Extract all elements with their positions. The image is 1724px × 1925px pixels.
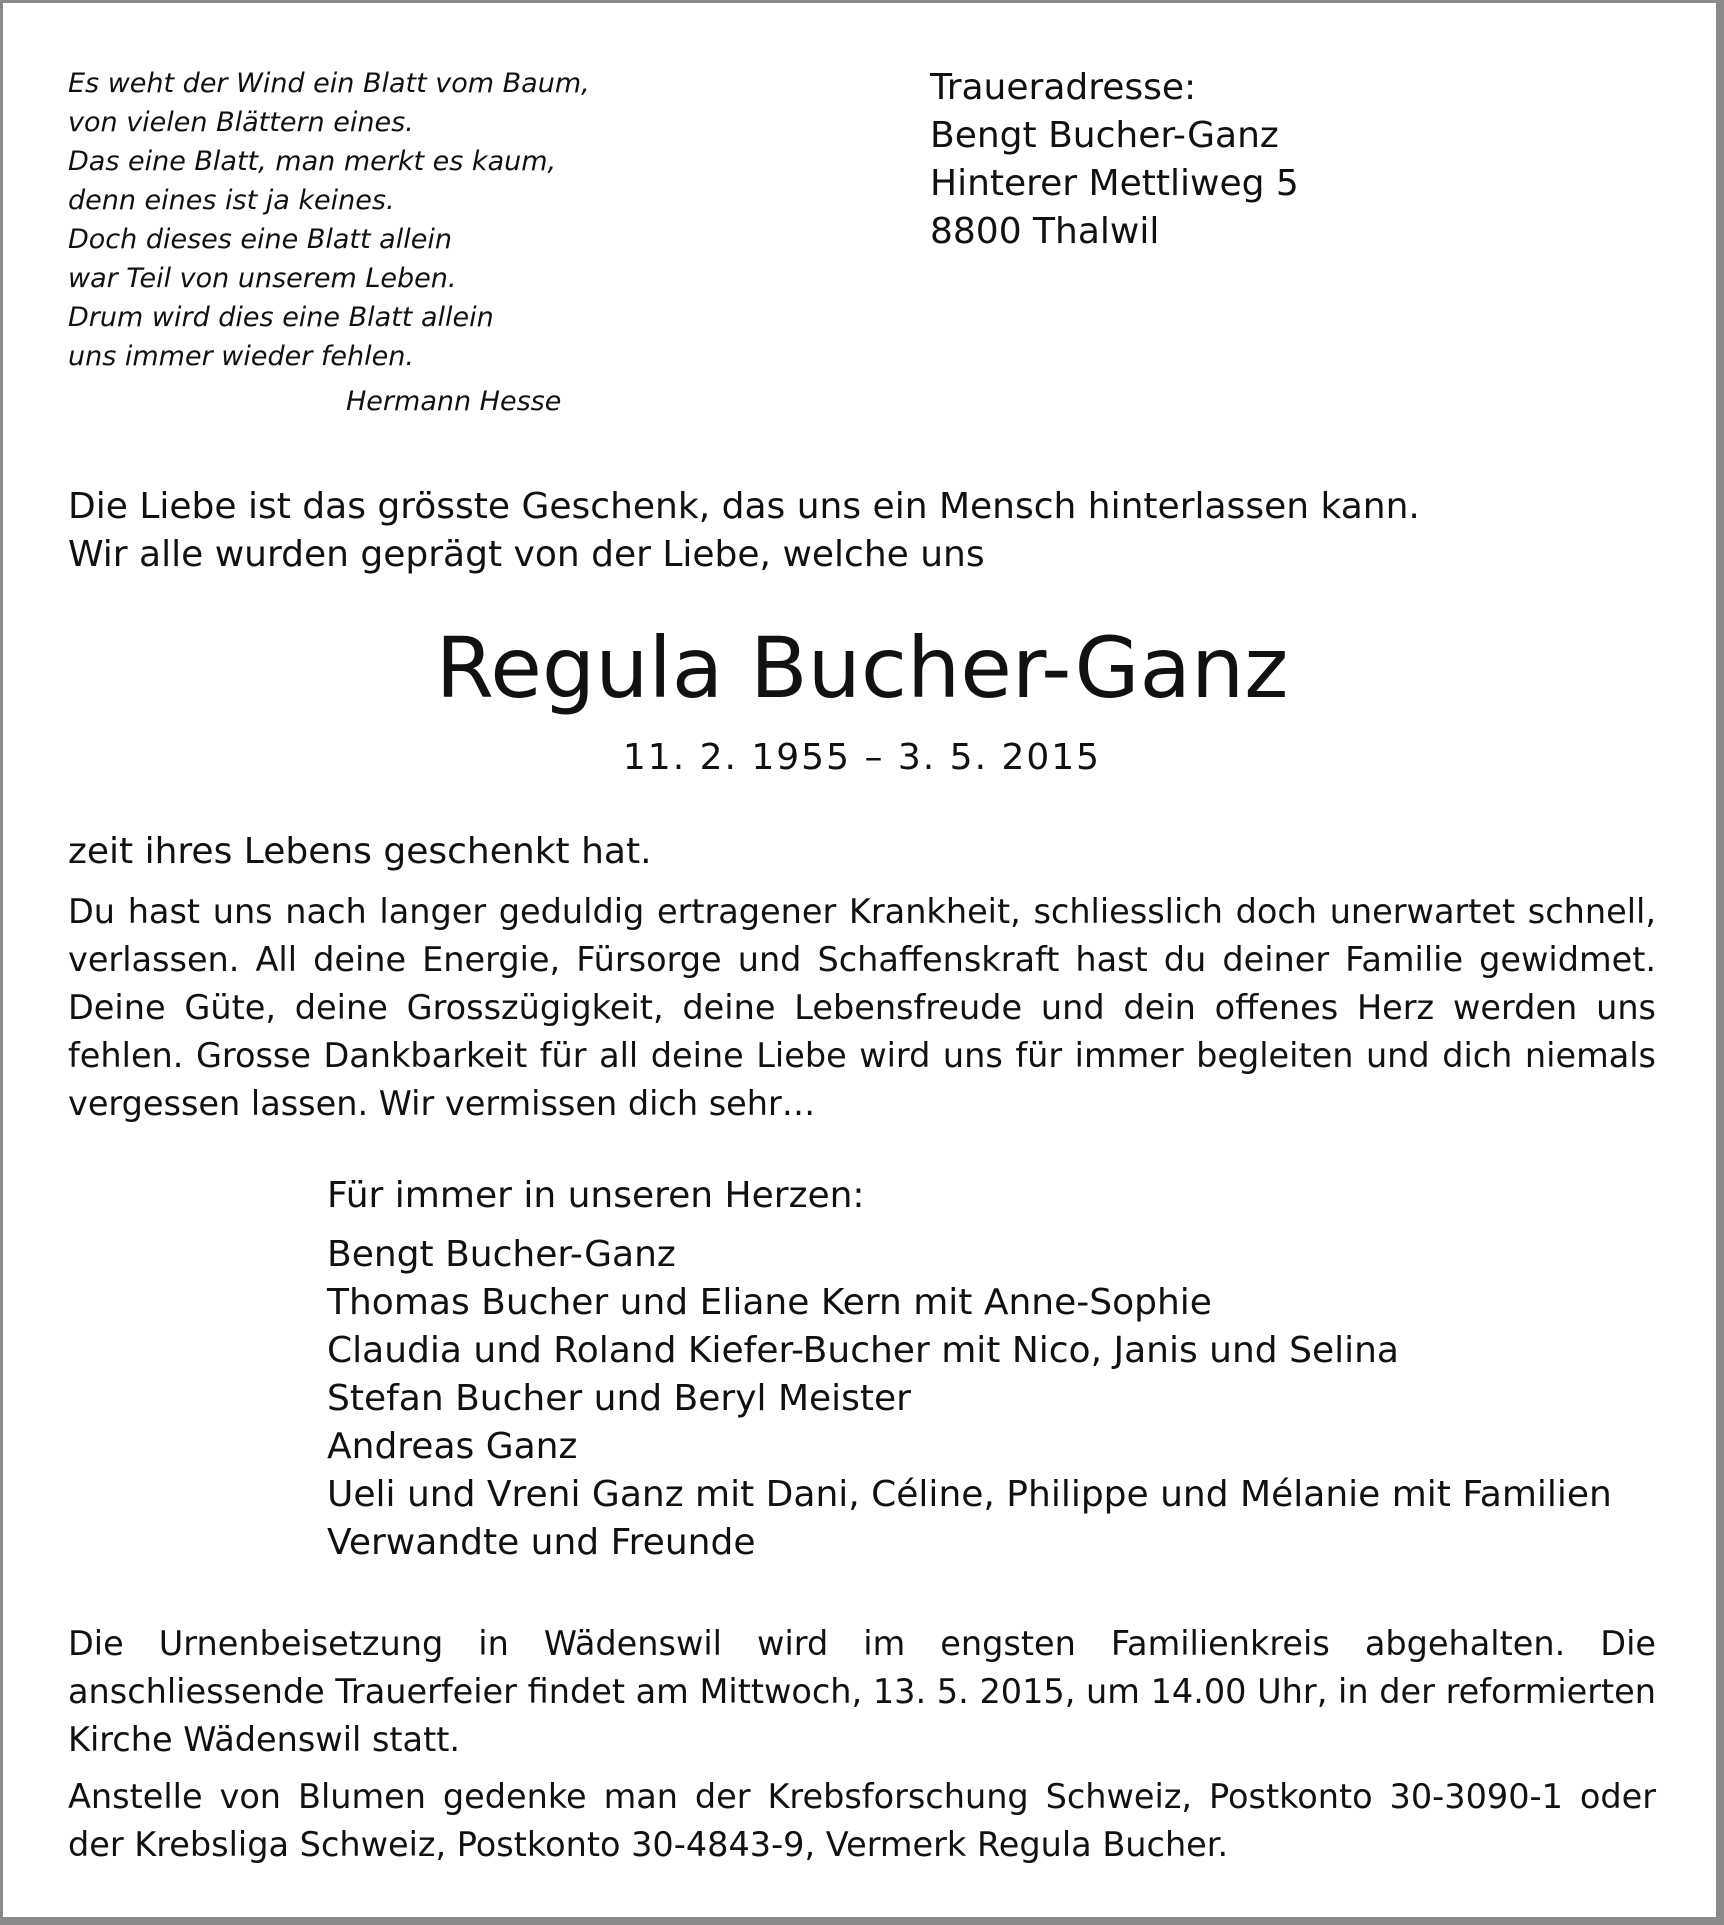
family-list — [327, 1172, 1612, 1567]
poem-line: denn eines ist ja keines. — [68, 185, 395, 216]
poem-line: Doch dieses eine Blatt allein — [68, 224, 452, 255]
family-member: Verwandte und Freunde — [327, 1522, 756, 1563]
family-heading: Für immer in unseren Herzen: — [327, 1175, 865, 1216]
mourning-address — [930, 64, 1299, 256]
life-dates: 11. 2. 1955 – 3. 5. 2015 — [622, 737, 1102, 778]
poem-line: Das eine Blatt, man merkt es kaum, — [68, 146, 557, 177]
family-member: Thomas Bucher und Eliane Kern mit Anne-Sophie — [327, 1282, 1212, 1323]
deceased-name: Regula Bucher-Ganz — [435, 619, 1289, 717]
family-member: Claudia und Roland Kiefer-Bucher mit Nico, Janis und Selina — [327, 1330, 1399, 1371]
address-label: Traueradresse: — [930, 67, 1197, 108]
address-name: Bengt Bucher-Ganz — [930, 115, 1279, 156]
poem — [68, 64, 628, 421]
poem-line: Es weht der Wind ein Blatt vom Baum, — [68, 68, 590, 99]
family-member: Andreas Ganz — [327, 1426, 578, 1467]
intro-line-2: Wir alle wurden geprägt von der Liebe, welche uns — [68, 534, 985, 575]
poem-line: uns immer wieder fehlen. — [68, 341, 414, 372]
funeral-notice: Die Urnenbeisetzung in Wädenswil wird im engsten Familienkreis abgehalten. Die anschliessende Trauerfeier findet am Mittwoch, 13. 5. 2015, um 14.00 Uhr, in der reformierten Kirche Wädenswil statt. — [68, 1624, 1656, 1759]
poem-line: Drum wird dies eine Blatt allein — [68, 302, 494, 333]
poem-author: Hermann Hesse — [346, 386, 562, 417]
family-member: Bengt Bucher-Ganz — [327, 1234, 676, 1275]
intro-text — [68, 483, 1420, 579]
family-member: Stefan Bucher und Beryl Meister — [327, 1378, 911, 1419]
poem-line: war Teil von unserem Leben. — [68, 263, 457, 294]
donation-notice: Anstelle von Blumen gedenke man der Krebsforschung Schweiz, Postkonto 30-3090-1 oder der Krebsliga Schweiz, Postkonto 30-4843-9, Vermerk Regula Bucher. — [68, 1777, 1656, 1864]
intro-line-1: Die Liebe ist das grösste Geschenk, das uns ein Mensch hinterlassen kann. — [68, 486, 1420, 527]
tribute-paragraph: Du hast uns nach langer geduldig ertragener Krankheit, schliesslich doch unerwartet schnell, verlassen. All deine Energie, Fürsorge und Schaffenskraft hast du deiner Familie gewidmet. Deine Güte, deine Grosszügigkeit, deine Lebensfreude und dein offenes Herz werden uns fehlen. Grosse Dankbarkeit für all deine Liebe wird uns für immer begleiten und dich niemals vergessen lassen. Wir vermissen dich sehr… — [68, 892, 1656, 1123]
address-city: 8800 Thalwil — [930, 211, 1160, 252]
family-member: Ueli und Vreni Ganz mit Dani, Céline, Philippe und Mélanie mit Familien — [327, 1474, 1612, 1515]
poem-line: von vielen Blättern eines. — [68, 107, 414, 138]
address-street: Hinterer Mettliweg 5 — [930, 163, 1299, 204]
after-name-text: zeit ihres Lebens geschenkt hat. — [68, 831, 652, 872]
